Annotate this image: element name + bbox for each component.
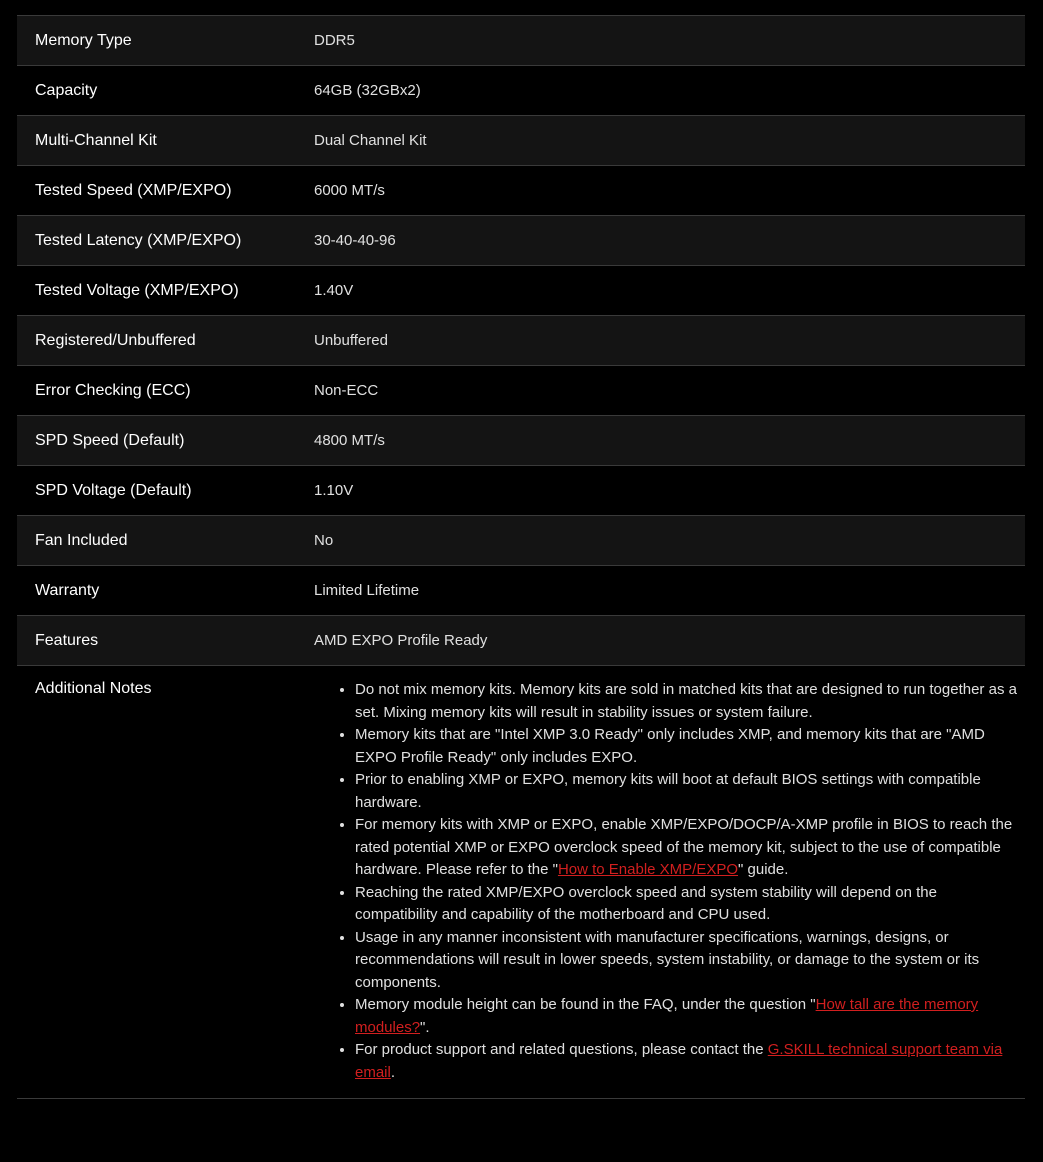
- spec-label: Tested Speed (XMP/EXPO): [35, 181, 232, 199]
- spec-row-fan-included: [17, 516, 1025, 566]
- spec-row-features: [17, 616, 1025, 666]
- spec-row-multi-channel-kit: [17, 116, 1025, 166]
- spec-label: SPD Speed (Default): [35, 431, 185, 449]
- spec-label: Registered/Unbuffered: [35, 331, 196, 349]
- note-item: • Memory kits that are "Intel XMP 3.0 Ready" only includes XMP, and memory kits that are "AMD EXPO Profile Ready" only includes EXPO.: [355, 724, 1025, 769]
- technical-support-email-link[interactable]: G.SKILL technical support team via email: [355, 1041, 1003, 1081]
- spec-value: Dual Channel Kit: [314, 131, 427, 149]
- note-item: • Prior to enabling XMP or EXPO, memory kits will boot at default BIOS settings with compatible hardware.: [355, 769, 1025, 814]
- note-item: [355, 994, 1025, 1039]
- note-item: [355, 814, 1025, 882]
- spec-value: 6000 MT/s: [314, 181, 385, 199]
- spec-value: No: [314, 531, 334, 549]
- spec-value: DDR5: [314, 31, 355, 49]
- spec-label: Warranty: [35, 581, 100, 599]
- note-text: For product support and related questions, please contact the: [355, 1041, 768, 1058]
- note-item: • Usage in any manner inconsistent with manufacturer specifications, warnings, designs, or recommendations will result in lower speeds, system instability, or damage to the system or its components.: [355, 927, 1025, 995]
- spec-value: [314, 679, 1025, 1084]
- note-text: " guide.: [738, 861, 789, 878]
- spec-row-spd-speed: [17, 416, 1025, 466]
- spec-row-additional-notes: [17, 666, 1025, 1099]
- spec-label: Features: [35, 631, 99, 649]
- spec-row-error-checking: [17, 366, 1025, 416]
- spec-value: 64GB (32GBx2): [314, 81, 421, 99]
- memory-module-height-faq-link[interactable]: How tall are the memory modules?: [355, 996, 979, 1036]
- spec-label: Tested Voltage (XMP/EXPO): [35, 281, 239, 299]
- note-item: • Reaching the rated XMP/EXPO overclock speed and system stability will depend on the compatibility and capability of the motherboard and CPU used.: [355, 882, 1025, 927]
- spec-value: AMD EXPO Profile Ready: [314, 631, 488, 649]
- spec-value: 4800 MT/s: [314, 431, 385, 449]
- spec-row-warranty: [17, 566, 1025, 616]
- spec-label: Fan Included: [35, 531, 128, 549]
- spec-label: Capacity: [35, 81, 98, 99]
- how-to-enable-xmp-expo-link[interactable]: How to Enable XMP/EXPO: [557, 861, 739, 878]
- spec-row-tested-latency: [17, 216, 1025, 266]
- spec-label: Tested Latency (XMP/EXPO): [35, 231, 242, 249]
- note-text: Memory module height can be found in the FAQ, under the question ": [355, 996, 816, 1013]
- note-item: [355, 1039, 1025, 1084]
- spec-value: 1.10V: [314, 481, 354, 499]
- note-text: ".: [420, 1018, 430, 1036]
- spec-row-tested-speed: [17, 166, 1025, 216]
- spec-row-spd-voltage: [17, 466, 1025, 516]
- spec-value: Non-ECC: [314, 381, 379, 399]
- spec-value: Unbuffered: [314, 331, 388, 349]
- spec-row-registered-unbuffered: [17, 316, 1025, 366]
- specifications-table: [17, 15, 1025, 1099]
- note-text: For memory kits with XMP or EXPO, enable XMP/EXPO/DOCP/A-XMP profile in BIOS to reach the rated potential XMP or EXPO overclock speed of the memory kit, subject to the use of compatible hardware. Please refer to the ": [355, 816, 1013, 878]
- note-item: • Do not mix memory kits. Memory kits are sold in matched kits that are designed to run together as a set. Mixing memory kits will result in stability issues or system failure.: [355, 679, 1025, 724]
- spec-value: Limited Lifetime: [314, 581, 420, 599]
- spec-label: Memory Type: [35, 31, 132, 49]
- spec-label: Error Checking (ECC): [35, 381, 191, 399]
- spec-label: SPD Voltage (Default): [35, 481, 192, 499]
- notes-list: [314, 679, 1025, 1084]
- spec-value: 1.40V: [314, 281, 354, 299]
- spec-row-tested-voltage: [17, 266, 1025, 316]
- spec-label: Additional Notes: [35, 680, 152, 697]
- spec-label: Multi-Channel Kit: [35, 131, 157, 149]
- note-text: .: [390, 1063, 396, 1081]
- spec-row-memory-type: [17, 16, 1025, 66]
- spec-value: 30-40-40-96: [314, 231, 396, 249]
- spec-row-capacity: [17, 66, 1025, 116]
